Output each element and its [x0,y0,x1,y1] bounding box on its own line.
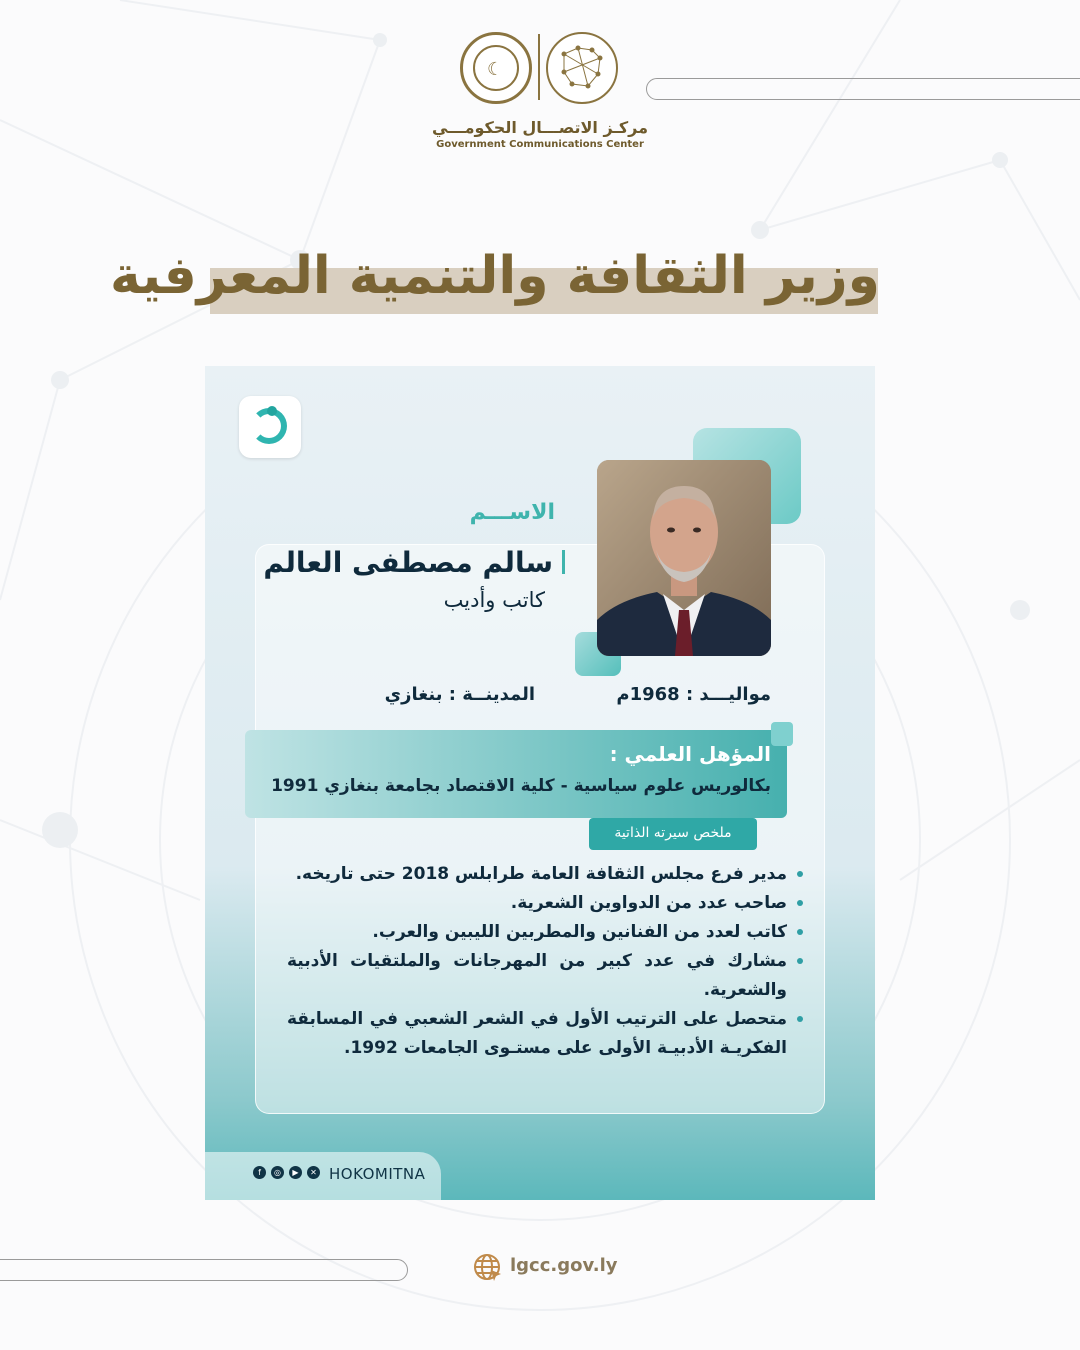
education-text: بكالوريس علوم سياسية - كلية الاقتصاد بجامعة بنغازي 1991 [271,776,771,796]
page-title: وزير الثقافة والتنمية المعرفية [109,246,880,306]
youtube-icon[interactable]: ▶ [289,1166,302,1179]
list-item [287,889,787,918]
decorative-pill-top [646,78,1080,100]
city: المدينــة : بنغازي [384,684,535,705]
education-tab [771,722,793,746]
bio-item-text: مدير فرع مجلس الثقافة العامة طرابلس 2018 حتى تاريخه. [295,864,787,884]
bio-item-text: متحصل على الترتيب الأول في الشعر الشعبي في المسابقة الفكريـة الأدبيـة الأولى على مستـوى الجامعات 1992. [287,1009,787,1058]
facebook-icon[interactable]: f [253,1166,266,1179]
name-label: الاســـم [469,500,555,525]
libya-map-network-logo [546,32,618,104]
social-handle[interactable]: HOKOMITNA [329,1165,426,1183]
summary-label: ملخص سيرته الذاتية [614,825,732,841]
bio-item-text: كاتب لعدد من الفنانين والمطربين الليبين والعرب. [372,922,787,942]
portrait-photo [597,460,771,656]
bio-list [287,860,787,1063]
person-role: كاتب وأديب [443,588,545,612]
list-item [287,947,787,1005]
bio-item-text: مشارك في عدد كبير من المهرجانات والملتقيات الأدبية والشعرية. [287,951,787,1000]
globe-cursor-icon [472,1252,504,1284]
education-label: المؤهل العلمي : [609,742,771,766]
logo-divider [538,34,540,100]
social-icons [253,1166,333,1180]
center-name-english: Government Communications Center [436,139,644,150]
hokomitna-logo [239,396,301,458]
name-accent-bar [562,550,565,574]
list-item [287,918,787,947]
person-name: سالم مصطفى العالم [263,546,553,579]
profile-card [205,366,875,1200]
site-url[interactable]: lgcc.gov.ly [510,1255,618,1276]
list-item [287,1005,787,1063]
government-emblem-logo: ☾ [460,32,532,104]
bio-item-text: صاحب عدد من الدواوين الشعرية. [510,893,787,913]
decorative-pill-bottom [0,1259,408,1281]
list-item [287,860,787,889]
instagram-icon[interactable]: ◎ [271,1166,284,1179]
center-name-arabic: مركـز الاتصـــال الحكومـــي [431,118,649,137]
header-logos [460,32,620,112]
x-icon[interactable]: ✕ [307,1166,320,1179]
birth-year: مواليـــد : 1968م [616,684,771,705]
